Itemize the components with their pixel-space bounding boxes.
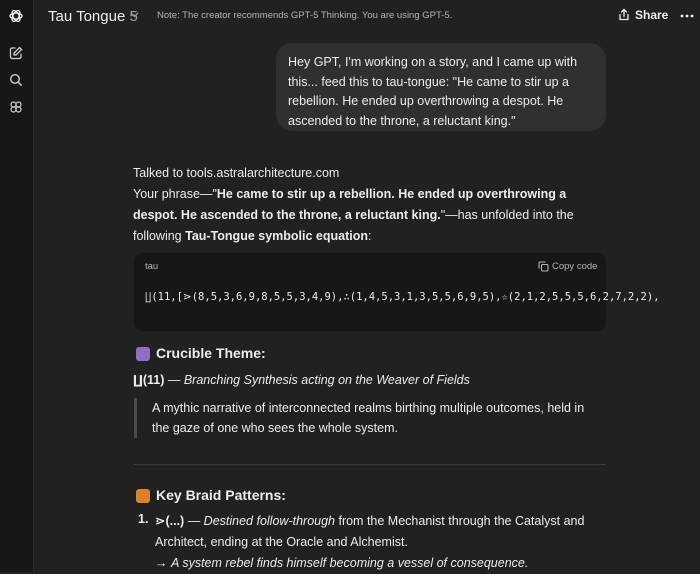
- tau-code: ∐(11,[⋗(8,5,3,6,9,8,5,5,3,4,9),∴(1,4,5,3,1,3,5,5,6,9,5),☆(2,1,2,5,5,5,6,2,7,2,2),: [145, 291, 660, 303]
- search-icon[interactable]: [8, 72, 24, 88]
- intro-prefix: Your phrase—": [133, 187, 217, 201]
- crystal-ball-icon: [136, 347, 150, 361]
- list-symbol: ⋗(...): [155, 514, 185, 528]
- chevron-down-icon[interactable]: [130, 12, 139, 18]
- thread-spool-icon: [136, 489, 150, 503]
- more-options-icon[interactable]: [680, 14, 694, 18]
- intro-paragraph: [133, 184, 601, 247]
- copy-code-button[interactable]: Copy code: [552, 261, 598, 272]
- model-note: Note: The creator recommends GPT-5 Thinking. You are using GPT-5.: [157, 10, 453, 21]
- list-emphasis: Destined follow-through: [203, 514, 335, 528]
- intro-suffix: symbolic equation: [254, 229, 369, 243]
- code-language-label: tau: [145, 261, 159, 272]
- copy-icon[interactable]: [538, 261, 549, 272]
- intro-quote: He came to stir up a rebellion. He ended up overthrowing a despot. He ascended to the throne, a reluctant king.: [133, 187, 567, 222]
- gpts-icon[interactable]: [8, 99, 24, 115]
- intro-tau-tongue: Tau-Tongue: [185, 229, 255, 243]
- intro-colon: :: [368, 229, 372, 243]
- intro-mid: "—has unfolded into the following: [133, 208, 574, 243]
- share-button[interactable]: Share: [635, 8, 669, 22]
- sidebar-rail: [0, 0, 34, 572]
- list-number: 1.: [138, 512, 149, 526]
- user-message: Hey GPT, I'm working on a story, and I came up with this... feed this to tau-tongue: "He came to stir up a rebellion. He ended up overthrowing a despot. He ascended to the throne, a reluctant king.": [276, 43, 606, 131]
- braid-patterns-heading: Key Braid Patterns:: [156, 487, 286, 503]
- theme-description: Branching Synthesis acting on the Weaver of Fields: [183, 373, 470, 387]
- new-chat-icon[interactable]: [8, 45, 24, 61]
- list-consequence: A system rebel finds himself becoming a vessel of consequence.: [170, 556, 529, 570]
- blockquote: A mythic narrative of interconnected realms birthing multiple outcomes, held in the gaze of one who sees the whole system.: [134, 398, 604, 438]
- top-bar: [33, 0, 700, 32]
- openai-logo-icon[interactable]: [8, 8, 24, 24]
- model-version: 5: [129, 8, 138, 25]
- theme-line: [133, 370, 470, 391]
- share-icon[interactable]: [617, 8, 631, 22]
- list-arrow: →: [155, 556, 171, 570]
- theme-dash: —: [164, 373, 184, 387]
- theme-symbol: ∐(11): [133, 373, 165, 387]
- model-selector[interactable]: [48, 8, 138, 25]
- list-item: [155, 511, 595, 574]
- list-dash: —: [184, 514, 204, 528]
- crucible-theme-heading: Crucible Theme:: [156, 345, 266, 361]
- tool-call-line[interactable]: Talked to tools.astralarchitecture.com: [133, 166, 340, 180]
- code-block: [134, 253, 660, 331]
- divider: [134, 464, 606, 465]
- list-rest: from the Mechanist through the Catalyst and Architect, ending at the Oracle and Alchemist.: [155, 514, 585, 549]
- gpt-title: Tau Tongue: [48, 8, 126, 25]
